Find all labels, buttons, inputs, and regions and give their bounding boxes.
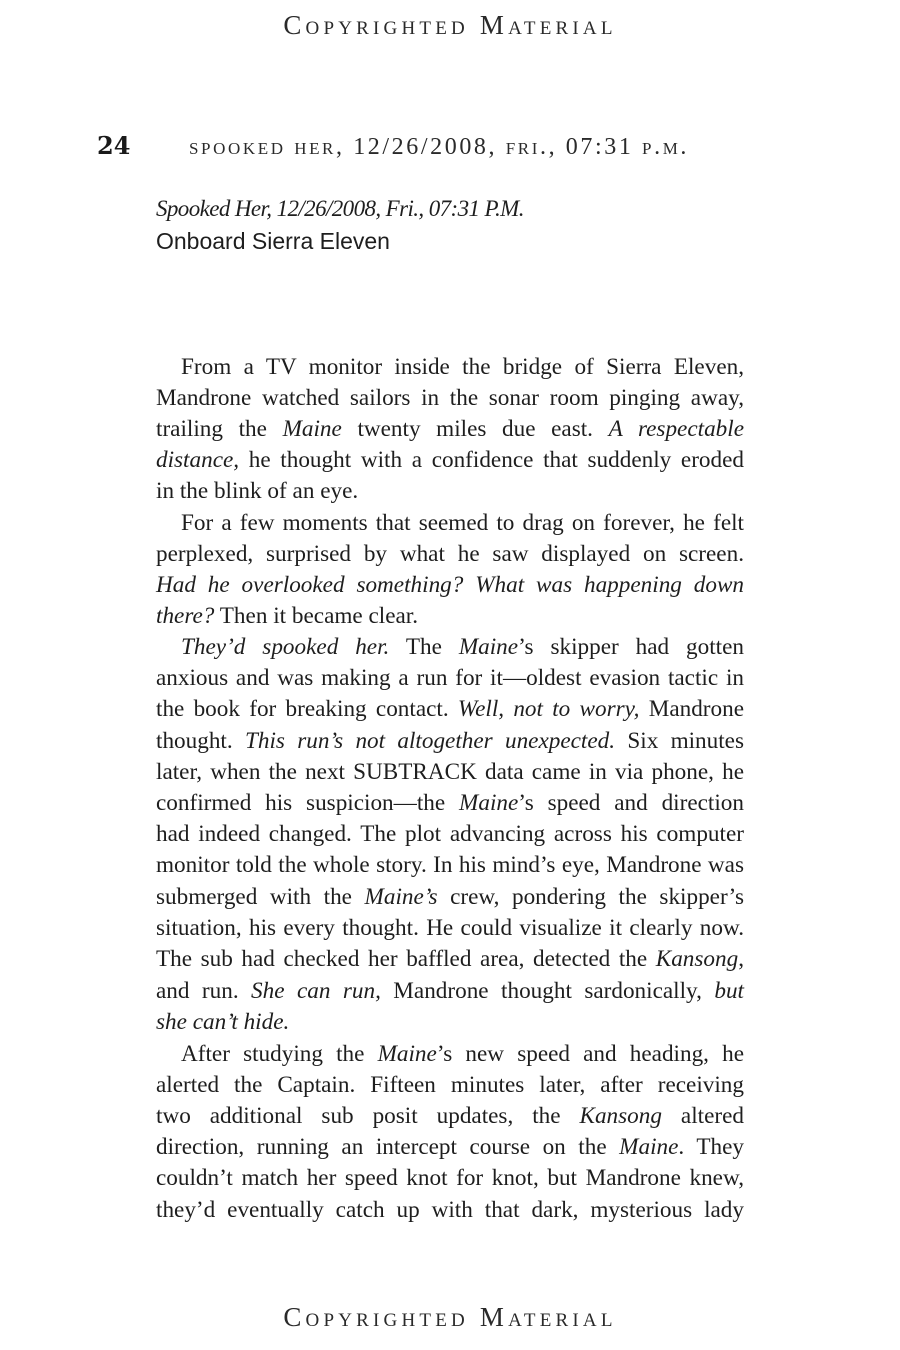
text-segment: confirmed his suspicion—the	[156, 790, 460, 816]
text-segment: ’s new speed and heading, he	[436, 1041, 744, 1067]
italic-text: she can’t hide.	[156, 1009, 290, 1035]
text-segment: Six minutes	[615, 728, 745, 754]
text-line	[156, 570, 744, 600]
italic-text: A respectable	[608, 416, 744, 442]
text-segment: Mandrone watched sailors in the sonar room pinging away,	[156, 385, 744, 411]
text-segment: ’s skipper had gotten	[518, 634, 744, 660]
italic-text: but	[714, 978, 744, 1004]
text-line	[181, 352, 744, 382]
text-segment: situation, his every thought. He could visualize it clearly now.	[156, 915, 744, 941]
text-line	[156, 1101, 744, 1131]
text-segment: in the blink of an eye.	[156, 478, 359, 504]
italic-text: She can run,	[251, 978, 381, 1004]
text-segment: monitor told the whole story. In his mind’s eye, Mandrone was	[156, 852, 744, 878]
page-number: 24	[97, 131, 131, 160]
text-line	[156, 850, 744, 880]
text-segment: had indeed changed. The plot advancing across his computer	[156, 821, 744, 847]
italic-text: Well, not to worry,	[457, 696, 640, 722]
text-line	[156, 1132, 744, 1162]
text-segment: ,	[738, 946, 744, 972]
text-line	[156, 788, 744, 818]
text-segment: The sub had checked her baffled area, detected the	[156, 946, 656, 972]
italic-text: Had he overlooked something? What was happening down	[156, 572, 744, 598]
text-line	[156, 414, 744, 444]
text-segment: twenty miles due east.	[341, 416, 609, 442]
text-segment: altered	[661, 1103, 744, 1129]
text-segment: and run.	[156, 978, 252, 1004]
text-line	[156, 976, 744, 1006]
text-segment: submerged with the	[156, 884, 365, 910]
text-line	[156, 882, 744, 912]
italic-text: there?	[156, 603, 215, 629]
text-segment: the book for breaking contact.	[156, 696, 458, 722]
text-line	[181, 632, 744, 662]
text-segment: direction, running an intercept course on the	[156, 1134, 620, 1160]
italic-text: Maine’s	[364, 884, 438, 910]
text-segment: he thought with a confidence that suddenly eroded	[239, 447, 744, 473]
text-line	[156, 1070, 744, 1100]
text-segment: two additional sub posit updates, the	[156, 1103, 580, 1129]
text-line	[156, 1163, 744, 1193]
text-segment: Then it became clear.	[214, 603, 419, 629]
text-segment: alerted the Captain. Fifteen minutes later, after receiving	[156, 1072, 744, 1098]
italic-text: Maine	[458, 634, 519, 660]
text-line	[156, 476, 744, 506]
text-segment: crew, pondering the skipper’s	[437, 884, 745, 910]
text-line	[156, 757, 744, 787]
text-line	[156, 913, 744, 943]
chapter-title: Spooked Her, 12/26/2008, Fri., 07:31 P.M.	[156, 196, 524, 221]
text-line	[156, 539, 744, 569]
text-line	[156, 445, 744, 475]
copyright-watermark-bottom: Copyrighted Material	[283, 1302, 617, 1332]
italic-text: distance,	[156, 447, 240, 473]
italic-text: Maine	[459, 790, 519, 816]
text-segment: later, when the next SUBTRACK data came in via phone, he	[156, 759, 744, 785]
text-line	[156, 601, 744, 631]
text-line	[156, 1007, 744, 1037]
running-head: spooked her, 12/26/2008, fri., 07:31 p.m.	[189, 134, 690, 160]
text-line	[156, 383, 744, 413]
text-line	[156, 819, 744, 849]
text-segment: For a few moments that seemed to drag on forever, he felt	[181, 510, 744, 536]
text-segment: After studying the	[181, 1041, 378, 1067]
italic-text: Maine	[619, 1134, 679, 1160]
text-segment: Mandrone thought sardonically,	[380, 978, 715, 1004]
text-segment: From a TV monitor inside the bridge of Sierra Eleven,	[181, 354, 744, 380]
text-line	[181, 1039, 744, 1069]
text-segment: they’d eventually catch up with that dark, mysterious lady	[156, 1197, 744, 1223]
text-segment: thought.	[156, 728, 245, 754]
italic-text: Kansong	[655, 946, 739, 972]
chapter-location: Onboard Sierra Eleven	[156, 228, 390, 254]
text-segment: trailing the	[156, 416, 283, 442]
text-line	[156, 663, 744, 693]
italic-text: Maine	[282, 416, 342, 442]
text-segment: ’s speed and direction	[518, 790, 744, 816]
italic-text: Kansong	[579, 1103, 662, 1129]
text-line	[156, 694, 744, 724]
copyright-watermark-top: Copyrighted Material	[283, 10, 617, 40]
text-segment: The	[389, 634, 459, 660]
text-segment: couldn’t match her speed knot for knot, but Mandrone knew,	[156, 1165, 744, 1191]
italic-text: Maine	[377, 1041, 437, 1067]
text-segment: anxious and was making a run for it—oldest evasion tactic in	[156, 665, 744, 691]
text-line	[156, 1195, 744, 1225]
text-line	[156, 944, 744, 974]
italic-text: This run’s not altogether unexpected.	[244, 728, 616, 754]
text-segment: . They	[678, 1134, 744, 1160]
text-segment: Mandrone	[639, 696, 744, 722]
text-segment: perplexed, surprised by what he saw displayed on screen.	[156, 541, 744, 567]
text-line	[181, 508, 744, 538]
text-line	[156, 726, 744, 756]
italic-text: They’d spooked her.	[181, 634, 390, 660]
